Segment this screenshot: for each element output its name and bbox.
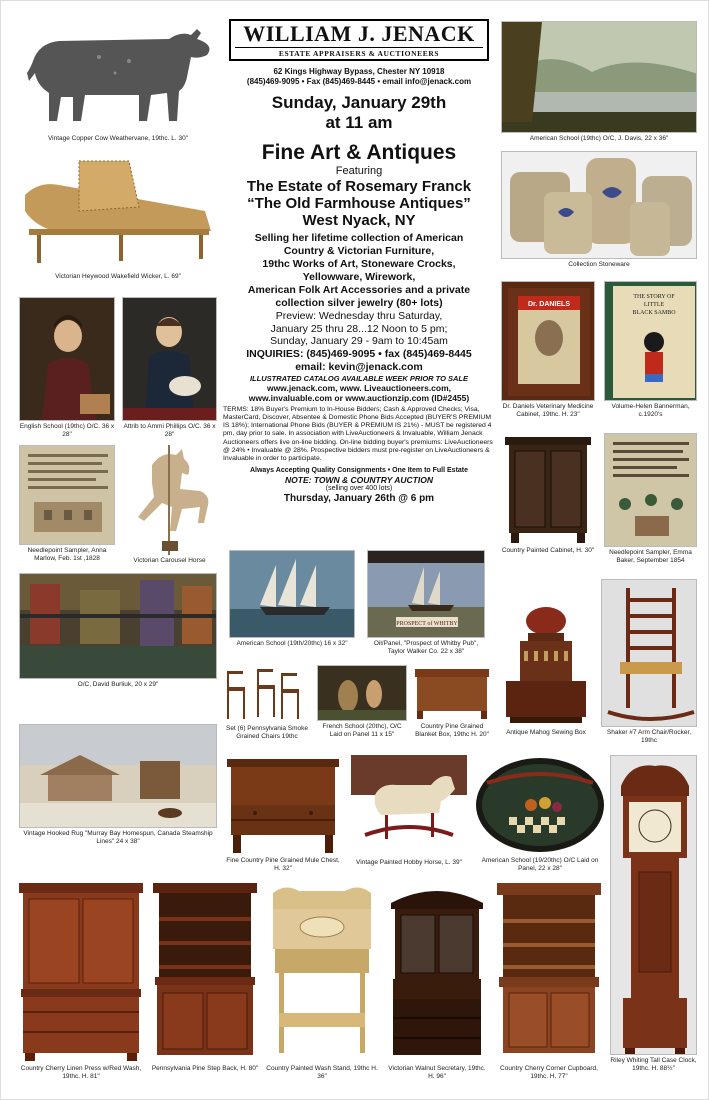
desc-line-2: Country & Victorian Furniture, [283, 245, 435, 257]
corner-cupboard-image [495, 881, 603, 1063]
lot-chairs [221, 665, 313, 740]
prospect-banner-text: PROSPECT of WHITBY [396, 621, 458, 627]
mule-caption: Fine Country Pine Grained Mule Chest, H. 32" [226, 857, 340, 872]
sale-date: Sunday, January 29th [271, 93, 447, 112]
wicker-chaise-image [19, 151, 217, 271]
stepback-caption: Pennsylvania Pine Step Back, H. 80" [151, 1065, 259, 1072]
daniels-photo [501, 281, 595, 401]
hobby-horse-photo [351, 755, 467, 857]
lot-shaker-rocker [601, 579, 697, 744]
linen-press-image [17, 881, 145, 1063]
desc-line-6: collection silver jewelry (80+ lots) [275, 297, 443, 309]
step-back-photo [151, 881, 259, 1063]
chaise-caption: Victorian Heywood Wakefield Wicker, L. 69" [55, 273, 181, 280]
desc-line-5: American Folk Art Accessories and a private [247, 284, 471, 296]
sampler-emma-caption: Needlepoint Sampler, Emma Baker, September 1854 [609, 549, 692, 564]
lot-davis-landscape [501, 21, 697, 143]
lot-daniels-cabinet [501, 281, 595, 418]
contact: (845)469-9095 • Fax (845)469-8445 • email info@jenack.com [246, 77, 472, 86]
prospect-photo [367, 550, 485, 638]
chairs-image [221, 665, 313, 723]
shaker-rocker-image [602, 580, 697, 727]
preview-line-3: Sunday, January 29 - 9am to 10:45am [270, 335, 448, 347]
lot-sampler-anna [19, 445, 115, 562]
sewing-caption: Antique Mahog Sewing Box [506, 729, 586, 736]
secretary-caption: Victorian Walnut Secretary, 19thc. H. 96" [388, 1065, 486, 1080]
secretary-photo [385, 881, 489, 1063]
lot-cow-weathervane [19, 21, 217, 143]
phillips-caption: Attrib to Ammi Phillips O/C. 36 x 28" [123, 423, 216, 438]
wash-stand-image [265, 881, 379, 1063]
chairs-caption: Set (6) Pennsylvania Smoke Grained Chairs 19thc [225, 725, 308, 740]
burliuk-photo [19, 573, 217, 679]
boy-portrait-image [123, 298, 217, 421]
french-painting-image [318, 666, 407, 721]
carousel-caption: Victorian Carousel Horse [133, 557, 206, 564]
ammi-phillips-photo [122, 297, 217, 421]
hooked-rug-photo [19, 724, 217, 828]
sampler-anna-caption: Needlepoint Sampler, Anna Marlow, Feb. 1st ,1828 [27, 547, 107, 562]
sewing-box-photo [498, 581, 594, 727]
burliuk-street-image [20, 574, 217, 679]
lot-country-cabinet [501, 433, 595, 555]
lot-secretary [385, 881, 489, 1080]
clock-caption: Riley Whiting Tall Case Clock, 19thc. H. 88½" [610, 1057, 697, 1072]
rug-caption: Vintage Hooked Rug "Murray Bay Homespun, Canada Steamship Lines" 24 x 38" [23, 830, 213, 845]
cow-caption: Vintage Copper Cow Weathervane, 19thc. L. 30" [47, 135, 189, 142]
french-caption: French School (20thc), O/C Laid on Panel 11 x 15" [322, 723, 402, 738]
ship-photo [229, 550, 355, 638]
catalog-notice: ILLUSTRATED CATALOG AVAILABLE WEEK PRIOR TO SALE [249, 373, 469, 383]
lot-hooked-rug [19, 724, 217, 845]
carousel-horse-photo [122, 445, 217, 555]
lot-wash-stand [265, 881, 379, 1080]
sewing-box-image [498, 581, 594, 727]
sambo-book-image [605, 282, 697, 401]
lot-sampler-emma [604, 433, 697, 564]
blanket-box-image [413, 665, 491, 721]
note: NOTE: TOWN & COUNTRY AUCTION [285, 474, 433, 485]
featuring: Featuring [335, 165, 383, 177]
estate-location: West Nyack, NY [302, 212, 416, 229]
sambo-title-2: LITTLE [643, 302, 665, 308]
daniels-cabinet-image [502, 282, 595, 401]
lot-oval-painting [473, 755, 607, 872]
davis-caption: American School (19thc) O/C, J. Davis, 22 x 36" [529, 135, 669, 142]
french-photo [317, 665, 407, 721]
carousel-horse-image [122, 445, 217, 555]
lot-sambo-book [604, 281, 697, 418]
terms: TERMS: 18% Buyer's Premium to In-House Bidders; Cash & Approved Checks; Visa, MasterCard, Discover, Absentee & Domestic Phone Bids Accepted (BUYER'S PREMIUM IS 18%); International Phone Bids (BUYER & PREMIUM IS 21%) - MUST be registered 4 pm, day prior to sale. In association with LiveAuctioneers & Invaluable, William Jenack Auctioneers offers live on-line bidding. On-line bidding buyer's premiums: LiveAuctioneers @ 24% • Invaluable @ 28%. Prospective bidders must pre-register on LiveAuctioneers & Invaluable in order to participate. [223, 405, 493, 463]
lot-carousel-horse [122, 445, 217, 565]
desc-line-1: Selling her lifetime collection of American [254, 232, 464, 244]
hobby-caption: Vintage Painted Hobby Horse, L. 39" [356, 859, 462, 866]
cow-weathervane-photo [19, 21, 217, 133]
lot-prospect-whitby [367, 550, 485, 655]
corner-cupboard-photo [495, 881, 603, 1063]
prospect-caption: Oil/Panel, "Prospect of Whitby Pub", Taylor Walker Co. 22 x 38" [373, 640, 479, 655]
preview-line-1: Preview: Wednesday thru Saturday, [275, 310, 443, 322]
oval-caption: American School (19/20thc) O/C Laid on Panel, 22 x 28" [481, 857, 599, 872]
sambo-photo [604, 281, 697, 401]
lot-blanket-box [413, 665, 491, 738]
cow-weathervane-image [19, 21, 217, 133]
websites-1: www.jenack.com, www. Liveauctioneers.com, [266, 382, 452, 393]
lot-step-back [151, 881, 259, 1073]
sale-title: Fine Art & Antiques [261, 141, 457, 164]
estate-shop: “The Old Farmhouse Antiques” [247, 195, 471, 212]
secretary-image [385, 881, 489, 1063]
lot-linen-press [17, 881, 145, 1080]
thursday-auction: Thursday, January 26th @ 6 pm [283, 492, 435, 504]
shaker-caption: Shaker #7 Arm Chair/Rocker, 19thc [606, 729, 692, 744]
consignments: Always Accepting Quality Consignments • One Item to Full Estate [249, 466, 469, 474]
blanket-caption: Country Pine Grained Blanket Box, 19thc H. 20" [415, 723, 489, 738]
washstand-caption: Country Painted Wash Stand, 19thc H. 36" [266, 1065, 378, 1080]
stoneware-photo [501, 151, 697, 259]
inquiries: INQUIRIES: (845)469-9095 • fax (845)469-8445 [246, 347, 472, 360]
step-back-image [151, 881, 259, 1063]
sambo-title-3: BLACK SAMBO [632, 310, 676, 316]
girl-portrait-image [20, 298, 115, 421]
hooked-rug-image [20, 725, 217, 828]
sampler-emma-photo [604, 433, 697, 547]
lot-burliuk [19, 573, 217, 689]
wash-stand-photo [265, 881, 379, 1063]
logo-name: WILLIAM J. JENACK [243, 21, 475, 46]
preview-line-2: January 25 thru 28...12 Noon to 5 pm; [270, 322, 448, 335]
sampler-anna-image [20, 446, 115, 545]
email: email: kevin@jenack.com [295, 360, 423, 373]
lot-wicker-chaise [19, 151, 217, 281]
sambo-caption: Volume-Helen Bannerman, c.1920's [611, 403, 690, 418]
english-caption: English School (19thc) O/C. 36 x 28" [19, 423, 115, 438]
lot-hobby-horse [351, 755, 467, 867]
stoneware-image [502, 152, 697, 259]
estate-name: The Estate of Rosemary Franck [246, 178, 472, 195]
linen-press-photo [17, 881, 145, 1063]
sambo-title-1: THE STORY OF [633, 294, 675, 300]
logo-subtitle: ESTATE APPRAISERS & AUCTIONEERS [235, 47, 483, 58]
lot-french-school [317, 665, 407, 738]
country-cabinet-photo [501, 433, 595, 545]
chaise-photo [19, 151, 217, 271]
lot-stoneware [501, 151, 697, 269]
stoneware-caption: Collection Stoneware [568, 261, 630, 268]
clock-photo [610, 755, 697, 1055]
country-cabinet-caption: Country Painted Cabinet, H. 30" [501, 547, 595, 554]
jenack-logo [229, 19, 489, 61]
desc-line-3: 19thc Works of Art, Stoneware Crocks, [262, 258, 456, 270]
prospect-painting-image [368, 551, 485, 638]
selling-count: (selling over 400 lots) [325, 484, 393, 492]
auction-info [223, 19, 495, 505]
sale-time: at 11 am [325, 113, 393, 132]
mule-chest-photo [225, 757, 341, 855]
davis-landscape-image [502, 22, 697, 133]
tall-clock-image [611, 756, 697, 1055]
lot-ship-painting [229, 550, 355, 648]
linen-caption: Country Cherry Linen Press w/Red Wash, 19thc. H. 81" [20, 1065, 142, 1080]
daniels-banner-text: Dr. DANIELS [527, 301, 571, 308]
ship-painting-image [230, 551, 355, 638]
davis-photo [501, 21, 697, 133]
corner-caption: Country Cherry Corner Cupboard, 19thc. H. 77" [500, 1065, 598, 1080]
websites-2: www.invaluable.com or www.auctionzip.com (ID#2455) [248, 392, 470, 403]
chairs-photo [221, 665, 313, 723]
lot-ammi-phillips [122, 297, 217, 438]
burliuk-caption: O/C, David Burliuk, 20 x 29" [77, 681, 159, 688]
english-school-photo [19, 297, 115, 421]
country-cabinet-image [501, 433, 595, 545]
lot-english-school [19, 297, 115, 438]
sampler-anna-photo [19, 445, 115, 545]
sampler-emma-image [605, 434, 697, 547]
oval-still-life-image [473, 755, 607, 855]
oval-photo [473, 755, 607, 855]
lot-corner-cupboard [495, 881, 603, 1080]
ship-caption: American School (19th/20thc) 16 x 32" [236, 640, 348, 647]
mule-chest-image [225, 757, 341, 855]
lot-mule-chest [225, 757, 341, 872]
daniels-caption: Dr. Daniels Veterinary Medicine Cabinet, 19thc. H. 23" [502, 403, 594, 418]
lot-sewing-box [498, 581, 594, 737]
shaker-photo [601, 579, 697, 727]
lot-tall-clock [610, 755, 697, 1072]
desc-line-4: Yellowware, Wirework, [302, 271, 416, 283]
hobby-horse-image [351, 755, 467, 857]
blanket-box-photo [413, 665, 491, 721]
address: 62 Kings Highway Bypass, Chester NY 10918 [273, 67, 445, 76]
